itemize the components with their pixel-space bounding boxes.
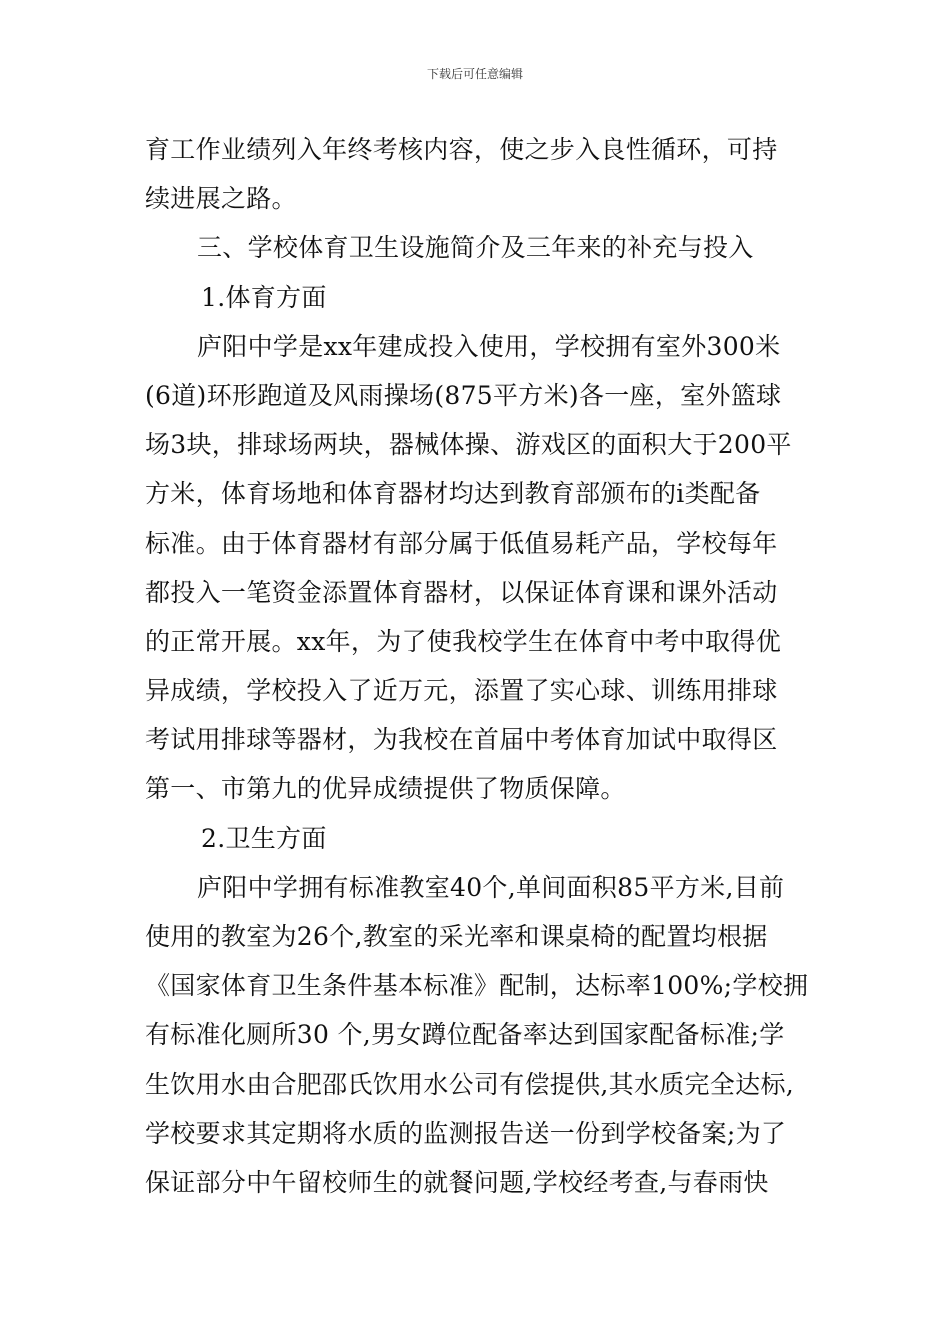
section-heading: 三、学校体育卫生设施简介及三年来的补充与投入 — [197, 233, 754, 263]
text-line: 生饮用水由合肥邵氏饮用水公司有偿提供,其水质完全达标, — [145, 1069, 794, 1099]
text-line: (6道)环形跑道及风雨操场(875平方米)各一座，室外篮球 — [145, 380, 782, 410]
text-line: 庐阳中学拥有标准教室40个,单间面积85平方米,目前 — [197, 872, 785, 902]
text-line: 《国家体育卫生条件基本标准》配制，达标率100%;学校拥 — [145, 971, 809, 1001]
text-line: 方米，体育场地和体育器材均达到教育部颁布的i类配备 — [145, 479, 761, 509]
text-line: 保证部分中午留校师生的就餐问题,学校经考查,与春雨快 — [145, 1167, 769, 1197]
subsection-heading-sports: 1.体育方面 — [201, 282, 327, 312]
text-line: 庐阳中学是xx年建成投入使用，学校拥有室外300米 — [197, 331, 781, 361]
text-line: 考试用排球等器材，为我校在首届中考体育加试中取得区 — [145, 725, 778, 755]
text-line: 使用的教室为26个,教室的采光率和课桌椅的配置均根据 — [145, 922, 768, 951]
text-line: 标准。由于体育器材有部分属于低值易耗产品，学校每年 — [145, 528, 778, 558]
text-line: 的正常开展。xx年，为了使我校学生在体育中考中取得优 — [145, 626, 782, 656]
text-line: 续进展之路。 — [145, 184, 297, 214]
text-line: 育工作业绩列入年终考核内容，使之步入良性循环，可持 — [145, 135, 778, 164]
text-line: 场3块，排球场两块，器械体操、游戏区的面积大于200平 — [145, 430, 792, 460]
text-line: 异成绩，学校投入了近万元，添置了实心球、训练用排球 — [145, 676, 778, 706]
subsection-heading-health: 2.卫生方面 — [201, 823, 327, 853]
text-line: 学校要求其定期将水质的监测报告送一份到学校备案;为了 — [145, 1118, 787, 1148]
page-header-note: 下载后可任意编辑 — [426, 67, 523, 81]
text-line: 第一、市第九的优异成绩提供了物质保障。 — [145, 774, 626, 804]
document-body — [145, 125, 815, 1207]
text-line: 有标准化厕所30 个,男女蹲位配备率达到国家配备标准;学 — [145, 1020, 785, 1050]
text-line: 都投入一笔资金添置体育器材，以保证体育课和课外活动 — [145, 577, 778, 607]
